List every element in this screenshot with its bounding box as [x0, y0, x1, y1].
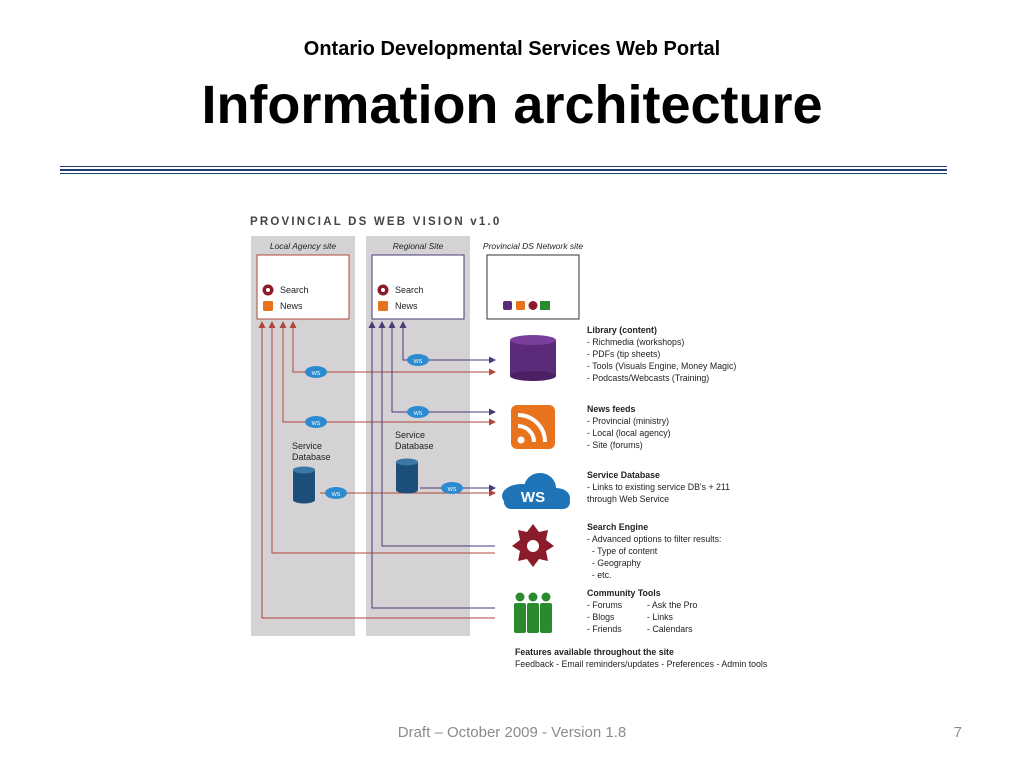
- svg-text:Library (content): Library (content): [587, 325, 657, 335]
- local-news-rss-icon: [263, 301, 273, 311]
- svg-text:- PDFs (tip sheets): - PDFs (tip sheets): [587, 349, 661, 359]
- news-feeds-text-block: [587, 404, 671, 450]
- features-title: Features available throughout the site: [515, 647, 674, 657]
- provincial-column-label: Provincial DS Network site: [482, 241, 584, 251]
- slide-title: Information architecture: [201, 75, 823, 135]
- svg-text:- Forums: - Forums: [587, 600, 623, 610]
- svg-text:WS: WS: [311, 421, 321, 427]
- svg-text:WS: WS: [331, 492, 341, 498]
- rss-feed-icon: [511, 405, 555, 449]
- regional-news-rss-icon: [378, 301, 388, 311]
- ws-cloud-icon-5: [407, 406, 429, 418]
- svg-text:- etc.: - etc.: [587, 570, 612, 580]
- svg-text:- Provincial (ministry): - Provincial (ministry): [587, 416, 670, 426]
- svg-text:- Blogs: - Blogs: [587, 612, 615, 622]
- regional-service-db-label-1: Service: [395, 430, 426, 440]
- svg-text:- Friends: - Friends: [587, 624, 622, 634]
- svg-text:Service Database: Service Database: [587, 470, 660, 480]
- svg-text:Search Engine: Search Engine: [587, 522, 649, 532]
- ws-cloud-icon-3: [325, 487, 347, 499]
- regional-service-db-label-2: Database: [395, 441, 434, 451]
- svg-text:News feeds: News feeds: [587, 404, 636, 414]
- svg-text:WS: WS: [311, 371, 321, 377]
- local-search-label: Search: [280, 285, 309, 295]
- regional-database-icon: [396, 459, 418, 494]
- local-news-label: News: [280, 301, 303, 311]
- regional-search-label: Search: [395, 285, 424, 295]
- ws-cloud-icon-2: [305, 416, 327, 428]
- page-number: 7: [953, 724, 962, 741]
- library-text-block: [587, 325, 736, 383]
- library-database-icon: [510, 335, 556, 381]
- search-engine-gear-icon: [512, 524, 554, 567]
- svg-text:WS: WS: [413, 411, 423, 417]
- svg-text:- Links to existing service DB: - Links to existing service DB's + 211: [587, 482, 731, 492]
- svg-text:- Local (local agency): - Local (local agency): [587, 428, 671, 438]
- service-database-text-block: [587, 470, 730, 504]
- local-service-db-label-1: Service: [292, 441, 323, 451]
- local-service-db-label-2: Database: [292, 452, 331, 462]
- community-tools-text-block: [587, 588, 697, 634]
- svg-text:- Richmedia (workshops): - Richmedia (workshops): [587, 337, 685, 347]
- community-people-icon: [514, 593, 552, 634]
- svg-text:- Tools (Visuals Engine, Money: - Tools (Visuals Engine, Money Magic): [587, 361, 737, 371]
- ws-cloud-icon-4: [407, 354, 429, 366]
- svg-text:through Web Service: through Web Service: [587, 494, 669, 504]
- svg-text:WS: WS: [447, 487, 457, 493]
- svg-text:- Geography: - Geography: [587, 558, 641, 568]
- svg-text:WS: WS: [520, 489, 546, 506]
- svg-text:- Site (forums): - Site (forums): [587, 440, 643, 450]
- ws-cloud-icon-6: [441, 482, 463, 494]
- search-engine-text-block: [587, 522, 721, 580]
- svg-text:Community Tools: Community Tools: [587, 588, 661, 598]
- svg-text:- Podcasts/Webcasts (Training): - Podcasts/Webcasts (Training): [587, 373, 710, 383]
- local-database-icon: [293, 467, 315, 504]
- regional-news-label: News: [395, 301, 418, 311]
- ws-cloud-icon-1: [305, 366, 327, 378]
- slide-footer: Draft – October 2009 - Version 1.8: [397, 724, 627, 741]
- svg-text:- Type of content: - Type of content: [587, 546, 658, 556]
- diagram-heading: PROVINCIAL DS WEB VISION v1.0: [250, 216, 502, 228]
- svg-text:- Ask the Pro: - Ask the Pro: [647, 600, 698, 610]
- svg-text:- Links: - Links: [647, 612, 673, 622]
- features-text: Feedback - Email reminders/updates - Preferences - Admin tools: [515, 659, 768, 669]
- local-column-label: Local Agency site: [269, 241, 337, 251]
- slide-subtitle: Ontario Developmental Services Web Portal: [303, 38, 721, 60]
- regional-column-label: Regional Site: [392, 241, 444, 251]
- local-search-gear-icon: [263, 285, 274, 296]
- web-service-cloud-icon: [502, 473, 570, 509]
- svg-text:- Calendars: - Calendars: [647, 624, 693, 634]
- regional-search-gear-icon: [378, 285, 389, 296]
- svg-text:- Advanced options to filter r: - Advanced options to filter results:: [587, 534, 722, 544]
- svg-text:WS: WS: [413, 359, 423, 365]
